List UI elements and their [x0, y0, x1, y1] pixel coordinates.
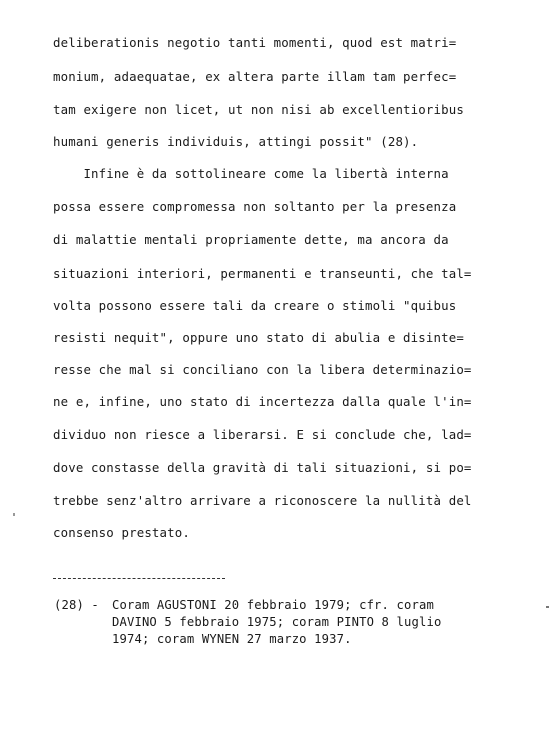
body-line: di malattie mentali propriamente dette, ma ancora da	[53, 232, 449, 247]
body-line: consenso prestato.	[53, 525, 190, 540]
footnote-separator	[53, 578, 225, 579]
paragraph-first-line: Infine è da sottolineare come la libertà interna	[53, 166, 449, 181]
scan-speck	[546, 606, 549, 608]
body-line: trebbe senz'altro arrivare a riconoscere la nullità del	[53, 493, 472, 508]
body-line: possa essere compromessa non soltanto per la presenza	[53, 199, 457, 214]
body-line: dividuo non riesce a liberarsi. E si conclude che, lad=	[53, 427, 472, 442]
footnote-line: DAVINO 5 febbraio 1975; coram PINTO 8 luglio	[112, 615, 442, 629]
footnote-marker: (28) -	[54, 598, 99, 612]
body-line: dove constasse della gravità di tali situazioni, si po=	[53, 460, 472, 475]
body-line: resse che mal si conciliano con la libera determinazio=	[53, 362, 472, 377]
body-line: deliberationis negotio tanti momenti, quod est matri=	[53, 35, 457, 50]
body-line: situazioni interiori, permanenti e transeunti, che tal=	[53, 266, 472, 281]
body-line: resisti nequit", oppure uno stato di abulia e disinte=	[53, 330, 464, 345]
footnote-line: 1974; coram WYNEN 27 marzo 1937.	[112, 632, 352, 646]
body-line: ne e, infine, uno stato di incertezza dalla quale l'in=	[53, 394, 472, 409]
footnote-line: Coram AGUSTONI 20 febbraio 1979; cfr. coram	[112, 598, 434, 612]
body-line: humani generis individuis, attingi possit" (28).	[53, 134, 419, 149]
body-line: volta possono essere tali da creare o stimoli "quibus	[53, 298, 457, 313]
body-line: monium, adaequatae, ex altera parte illam tam perfec=	[53, 69, 457, 84]
scan-speck	[13, 513, 15, 516]
body-line: tam exigere non licet, ut non nisi ab excellentioribus	[53, 102, 464, 117]
